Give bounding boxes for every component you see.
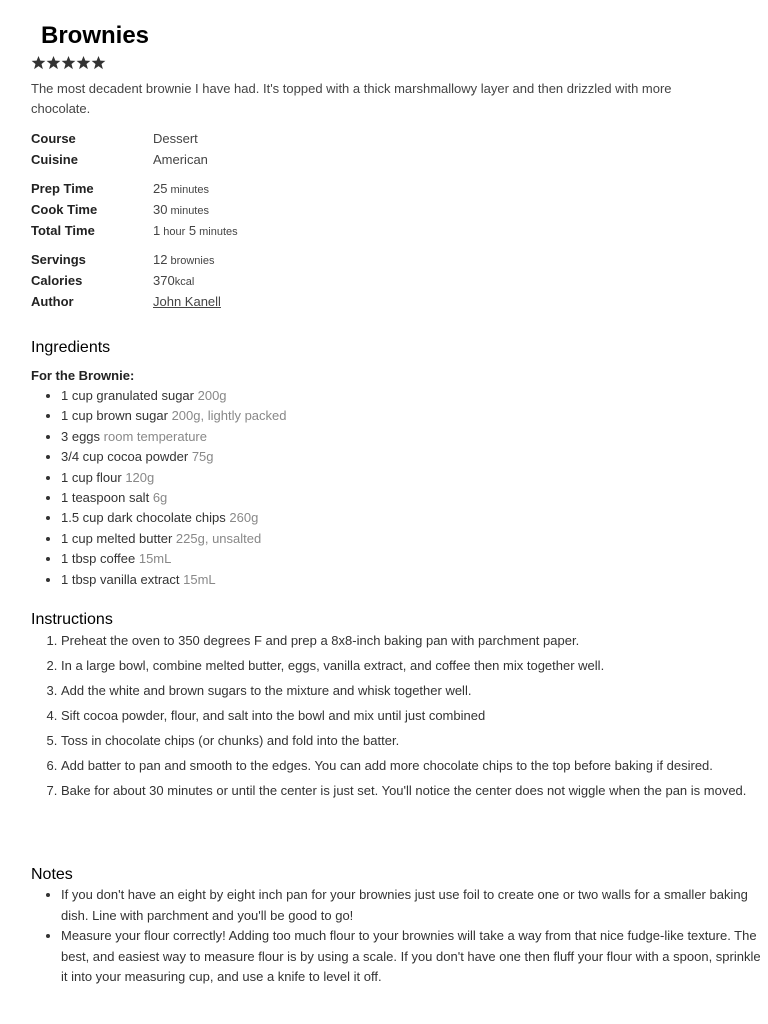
meta-unit: minutes [170,184,209,196]
instruction-step: 2. In a large bowl, combine melted butter, eggs, vanilla extract, and coffee then mix together well. [61,656,761,676]
ingredient-list [31,386,751,590]
meta-unit: brownies [170,255,215,267]
star-icon [61,55,76,70]
meta-label: Servings [31,252,86,267]
notes-list [31,885,767,988]
meta-calories [31,270,631,291]
instruction-step: 3. Add the white and brown sugars to the mixture and whisk together well. [61,681,761,701]
meta-label: Author [31,294,74,309]
star-icon [46,55,61,70]
ingredient-item: • 3 eggs room temperature [61,427,751,447]
instruction-step: 6. Add batter to pan and smooth to the edges. You can add more chocolate chips to the top before baking if desired. [61,756,761,776]
meta-label: Cook Time [31,202,98,217]
meta-value: 12 [153,252,168,267]
meta-value: 5 [188,223,197,238]
meta-value: 370 [153,273,175,288]
ingredient-item: • 1 cup brown sugar 200g, lightly packed [61,406,751,426]
meta-label: Course [31,131,76,146]
star-icon [31,55,46,70]
instruction-step: 4. Sift cocoa powder, flour, and salt into the bowl and mix until just combined [61,706,761,726]
ingredient-item: • 1 cup granulated sugar 200g [61,386,751,406]
meta-value: 25 [153,181,168,196]
meta-total-time [31,220,631,241]
meta-unit: kcal [174,276,195,288]
recipe-meta [31,128,631,320]
ingredient-item: • 1 teaspoon salt 6g [61,488,751,508]
ingredient-item: • 3/4 cup cocoa powder 75g [61,447,751,467]
notes-heading: Notes [31,866,73,883]
ingredients-heading: Ingredients [31,339,111,356]
meta-course [31,128,631,149]
ingredient-item: • 1 cup melted butter 225g, unsalted [61,529,751,549]
meta-label: Cuisine [31,152,78,167]
meta-cook-time [31,199,631,220]
meta-author [31,291,631,312]
meta-value: American [153,152,208,167]
instruction-list [31,631,761,806]
meta-cuisine [31,149,631,170]
star-icon [91,55,106,70]
meta-unit: hour [163,226,186,238]
meta-label: Prep Time [31,181,94,196]
star-icon [76,55,91,70]
meta-label: Total Time [31,223,95,238]
instruction-step: 1. Preheat the oven to 350 degrees F and prep a 8x8-inch baking pan with parchment paper. [61,631,761,651]
recipe-summary: The most decadent brownie I have had. It's topped with a thick marshmallowy layer and then drizzled with more chocolate. [31,81,672,116]
author-link[interactable]: John Kanell [153,294,221,309]
ingredient-item: • 1 tbsp coffee 15mL [61,549,751,569]
rating-stars[interactable] [31,55,106,70]
meta-prep-time [31,178,631,199]
meta-unit: minutes [170,205,209,217]
meta-value: Dessert [153,131,198,146]
meta-value: 30 [153,202,168,217]
meta-servings [31,249,631,270]
instruction-step: 5. Toss in chocolate chips (or chunks) and fold into the batter. [61,731,761,751]
ingredient-item: • 1 cup flour 120g [61,468,751,488]
meta-unit: minutes [199,226,238,238]
instructions-heading: Instructions [31,611,113,628]
ingredient-item: • 1 tbsp vanilla extract 15mL [61,570,751,590]
note-item: • If you don't have an eight by eight inch pan for your brownies just use foil to create one or two walls for a smaller baking dish. Line with parchment and you'll be good to go! [61,885,767,926]
note-item: • Measure your flour correctly! Adding too much flour to your brownies will take a way from that nice fudge-like texture. The best, and easiest way to measure flour is by using a scale. If you don't have one then fluff your flour with a spoon, sprinkle it into your measuring cup, and use a knife to level it off. [61,926,767,988]
ingredient-group-title: For the Brownie: [31,368,135,383]
recipe-title: Brownies [41,22,150,49]
instruction-step: 7. Bake for about 30 minutes or until the center is just set. You'll notice the center does not wiggle when the pan is moved. [61,781,761,801]
ingredient-item: • 1.5 cup dark chocolate chips 260g [61,508,751,528]
meta-label: Calories [31,273,83,288]
meta-value: 1 [153,223,161,238]
